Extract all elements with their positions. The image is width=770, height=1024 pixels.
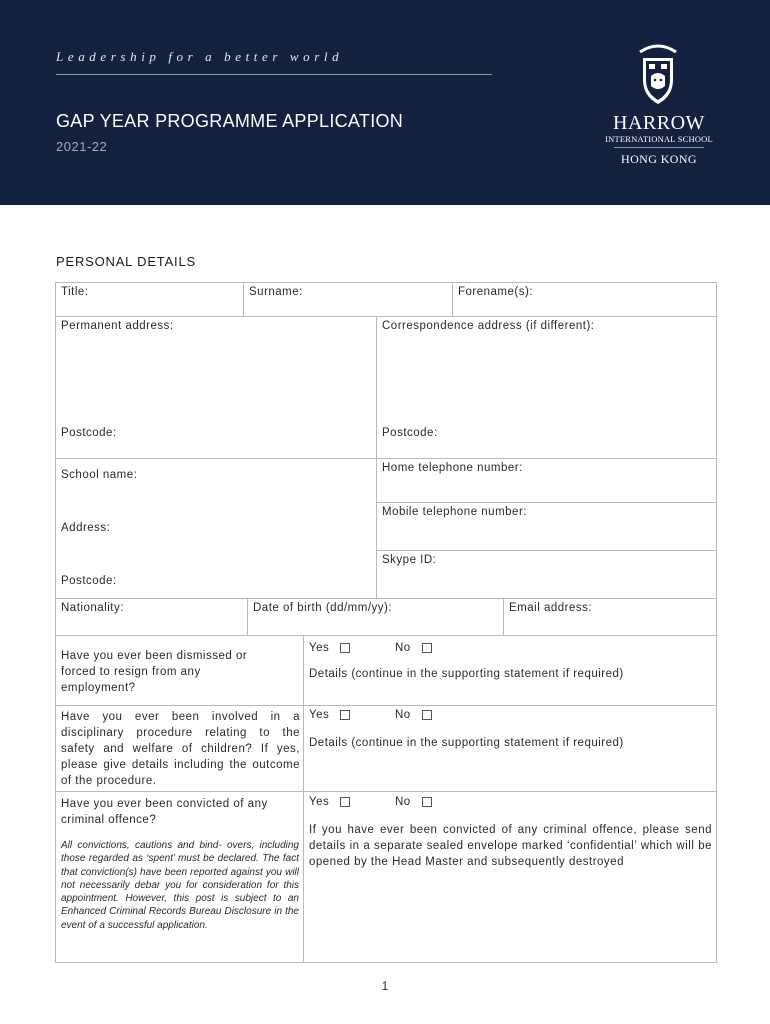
header-banner xyxy=(0,0,770,205)
brand-divider xyxy=(614,147,704,148)
forenames-field[interactable] xyxy=(452,282,717,317)
no-label: No xyxy=(395,796,411,808)
dismissed-answer-cell[interactable] xyxy=(303,635,717,706)
yes-label: Yes xyxy=(309,796,330,808)
disciplinary-details-label: Details (continue in the supporting statement if required) xyxy=(309,737,624,749)
email-field[interactable] xyxy=(503,598,717,636)
tagline-divider xyxy=(56,74,492,75)
no-label: No xyxy=(395,642,411,654)
convicted-yes-checkbox[interactable] xyxy=(340,797,350,807)
mobile-phone-label: Mobile telephone number: xyxy=(382,506,527,518)
permanent-address-label: Permanent address: xyxy=(61,320,174,332)
yes-label: Yes xyxy=(309,709,330,721)
surname-field[interactable] xyxy=(243,282,453,317)
school-name-label: School name: xyxy=(61,469,138,481)
disciplinary-no-option[interactable] xyxy=(395,709,432,721)
convicted-no-option[interactable] xyxy=(395,796,432,808)
home-phone-label: Home telephone number: xyxy=(382,462,523,474)
convicted-note: All convictions, cautions and bind- overs, including those regarded as ‘spent’ must be declared. The fact that conviction(s) have been reported against you will not necessarily debar you for consideration for this appointment. However, this post is subject to an Enhanced Criminal Records Bureau Disclosure in the event of a successful application. xyxy=(61,840,299,931)
dismissed-yes-option[interactable] xyxy=(309,642,350,654)
school-postcode-label: Postcode: xyxy=(61,575,117,587)
brand-subtitle: INTERNATIONAL SCHOOL xyxy=(605,134,713,144)
harrow-crest-icon xyxy=(634,42,682,110)
home-phone-field[interactable] xyxy=(376,458,717,503)
convicted-question: Have you ever been convicted of any criminal offence? xyxy=(61,798,268,826)
correspondence-address-label: Correspondence address (if different): xyxy=(382,320,595,332)
dismissed-no-checkbox[interactable] xyxy=(422,643,432,653)
brand-location: HONG KONG xyxy=(621,152,697,166)
convicted-yes-option[interactable] xyxy=(309,796,350,808)
permanent-postcode-label: Postcode: xyxy=(61,427,117,439)
dob-field[interactable] xyxy=(247,598,504,636)
brand-name: HARROW xyxy=(613,112,705,134)
nationality-field[interactable] xyxy=(55,598,248,636)
tagline: Leadership for a better world xyxy=(56,49,344,64)
convicted-instructions: If you have ever been convicted of any criminal offence, please send details in a separate sealed envelope marked ‘confidential’ which will be opened by the Head Master and subsequently destroyed xyxy=(309,824,712,868)
title-field[interactable] xyxy=(55,282,244,317)
forenames-label: Forename(s): xyxy=(458,286,534,298)
dismissed-no-option[interactable] xyxy=(395,642,432,654)
page-year: 2021-22 xyxy=(56,139,108,154)
disciplinary-yes-option[interactable] xyxy=(309,709,350,721)
skype-label: Skype ID: xyxy=(382,554,437,566)
permanent-address-field[interactable] xyxy=(55,316,377,459)
dismissed-question: Have you ever been dismissed or forced to resign from any employment? xyxy=(61,650,248,694)
correspondence-address-field[interactable] xyxy=(376,316,717,459)
skype-field[interactable] xyxy=(376,550,717,599)
school-field[interactable] xyxy=(55,458,377,599)
disciplinary-no-checkbox[interactable] xyxy=(422,710,432,720)
section-title: PERSONAL DETAILS xyxy=(56,254,196,269)
school-address-label: Address: xyxy=(61,522,111,534)
disciplinary-question: Have you ever been involved in a disciplinary procedure relating to the safety and welfare of children? If yes, please give details including the outcome of the procedure. xyxy=(61,711,300,787)
email-label: Email address: xyxy=(509,602,593,614)
no-label: No xyxy=(395,709,411,721)
convicted-question-cell xyxy=(55,791,304,963)
convicted-answer-cell[interactable] xyxy=(303,791,717,963)
disciplinary-question-cell xyxy=(55,705,304,792)
page-title: GAP YEAR PROGRAMME APPLICATION xyxy=(56,111,404,131)
correspondence-postcode-label: Postcode: xyxy=(382,427,438,439)
mobile-phone-field[interactable] xyxy=(376,502,717,551)
convicted-no-checkbox[interactable] xyxy=(422,797,432,807)
yes-label: Yes xyxy=(309,642,330,654)
page-number: 1 xyxy=(381,979,389,993)
nationality-label: Nationality: xyxy=(61,602,124,614)
dismissed-details-label: Details (continue in the supporting statement if required) xyxy=(309,668,624,680)
disciplinary-answer-cell[interactable] xyxy=(303,705,717,792)
dismissed-yes-checkbox[interactable] xyxy=(340,643,350,653)
title-label: Title: xyxy=(61,286,89,298)
dob-label: Date of birth (dd/mm/yy): xyxy=(253,602,393,614)
surname-label: Surname: xyxy=(249,286,303,298)
dismissed-question-cell xyxy=(55,635,304,706)
disciplinary-yes-checkbox[interactable] xyxy=(340,710,350,720)
